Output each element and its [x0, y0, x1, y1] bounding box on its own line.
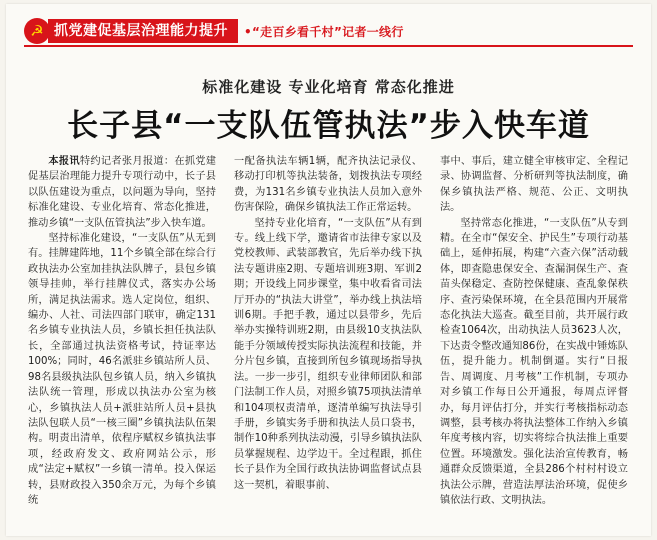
article-headline: 长子县“一支队伍管执法”步入快车道: [67, 108, 590, 144]
article-paragraph: 坚持专业化培育，“一支队伍”从有到专。线上线下学，邀请省市法律专家以及党校教师、武装部教官，先后举办线下执法专题讲座2期、专题培训班3期、军训2期；开设线上同步课堂，集中收看省司法厅开办的“执法大讲堂”，举办线上执法培训6期。手把手教，通过以县带乡，先后举办实操特训班2期，由县级10支执法队能手分领域传授实际执法流程和技能，并分片包乡镇，直接到所包乡镇现场指导执法。一步一步引，组织专业律师团队和部门法制工作人员，对照乡镇75项执法清单和104项权责清单，逐清单编写执法导引手册，乡镇实务手册和执法人员口袋书，制作10种系列执法动漫，引导乡镇执法队员掌握规程、边学边干。全过程跟，抓住长子县作为全国行政执法协调监督试点县这一契机，着眼事前、: [234, 217, 422, 491]
paragraph-text: 特约记者张月报道：在抓党建促基层治理能力提升专项行动中，长子县以队伍建设为重点，以问题为导向，坚持标准化建设、专业化培育、常态化推进，推动乡镇“一支队伍管执法”步入快车道。: [28, 156, 216, 229]
article-paragraph: 坚持常态化推进，“一支队伍”从专到精。在全市“保安全、护民生”专项行动基础上，延伸拓展，构建“六查六保”活动载体，即查隐患保安全、查漏洞保生产、查苗头保稳定、查防控保健康、查乱象保秩序、查污染保环境，在全县范围内开展常态化执法大巡查。截至目前，共开展行政检查1064次，出动执法人员3623人次，下达责令整改通知86份，在实战中锤炼队伍，提升能力。机制倒逼。实行“日报告、周调度、月考核”工作机制，专项办对乡镇工作每日公开通报，每周点评督办，每月评估打分，并实行考核指标动态调整，县考核办将执法整体工作纳入乡镇年度考核内容，切实将综合执法推上重要位置。环境激发。强化法治宣传教育，畅通群众反馈渠道，全县286个村村村设立执法公示牌，营造法厚法治环境，促使乡镇依法行政、文明执法。: [440, 217, 628, 506]
byline: 本报讯: [48, 156, 80, 167]
sub-column-label: •“走百乡看千村”记者一线行: [244, 24, 404, 39]
newspaper-page: [6, 4, 651, 536]
article-column-1: [28, 154, 216, 526]
article-paragraph: 事中、事后，建立健全审核审定、全程记录、协调监督、分析研判等执法制度，确保乡镇执法严格、规范、公正、文明执法。: [440, 156, 628, 214]
article-paragraph: 一配备执法车辆1辆，配齐执法记录仪、移动打印机等执法装备，划拨执法专项经费，为131名乡镇专业执法人员加入意外伤害保险，确保乡镇执法工作正常运转。: [234, 156, 422, 214]
header-divider: [24, 45, 633, 47]
article-paragraph: [28, 154, 216, 231]
article-paragraph: 坚持标准化建设，“一支队伍”从无到有。挂牌建阵地，11个乡镇全部在综合行政执法办公室加挂执法队牌子，县包乡镇领导挂帅，举行挂牌仪式，落实办公场所，满足执法需求。选人定岗位，组织、编办、人社、司法四部门联审，确定131名乡镇专业执法人员，乡镇长担任执法队长，全部通过执法资格考试，持证率达100%；同时，46名派驻乡镇站所人员、98名县级执法队包乡镇人员，纳入乡镇执法队统一管理，形成以执法办公室为核心，乡镇执法人员+派驻站所人员+县执法队包联人员“一核三圈”乡镇执法队伍架构。明责出清单，依程序赋权乡镇执法事项，经政府发文、政府网站公示，形成“法定+赋权”一乡镇一清单。投入保运转，县财政投入350余万元，为每个乡镇统: [28, 233, 216, 506]
party-emblem-icon: ☭: [24, 18, 50, 44]
column-header: [24, 18, 404, 44]
article-body: [28, 154, 628, 526]
article-kicker: 标准化建设 专业化培育 常态化推进: [202, 78, 455, 96]
article-column-3: [440, 154, 628, 526]
article-column-2: [234, 154, 422, 526]
column-label: 抓党建促基层治理能力提升: [48, 19, 238, 43]
